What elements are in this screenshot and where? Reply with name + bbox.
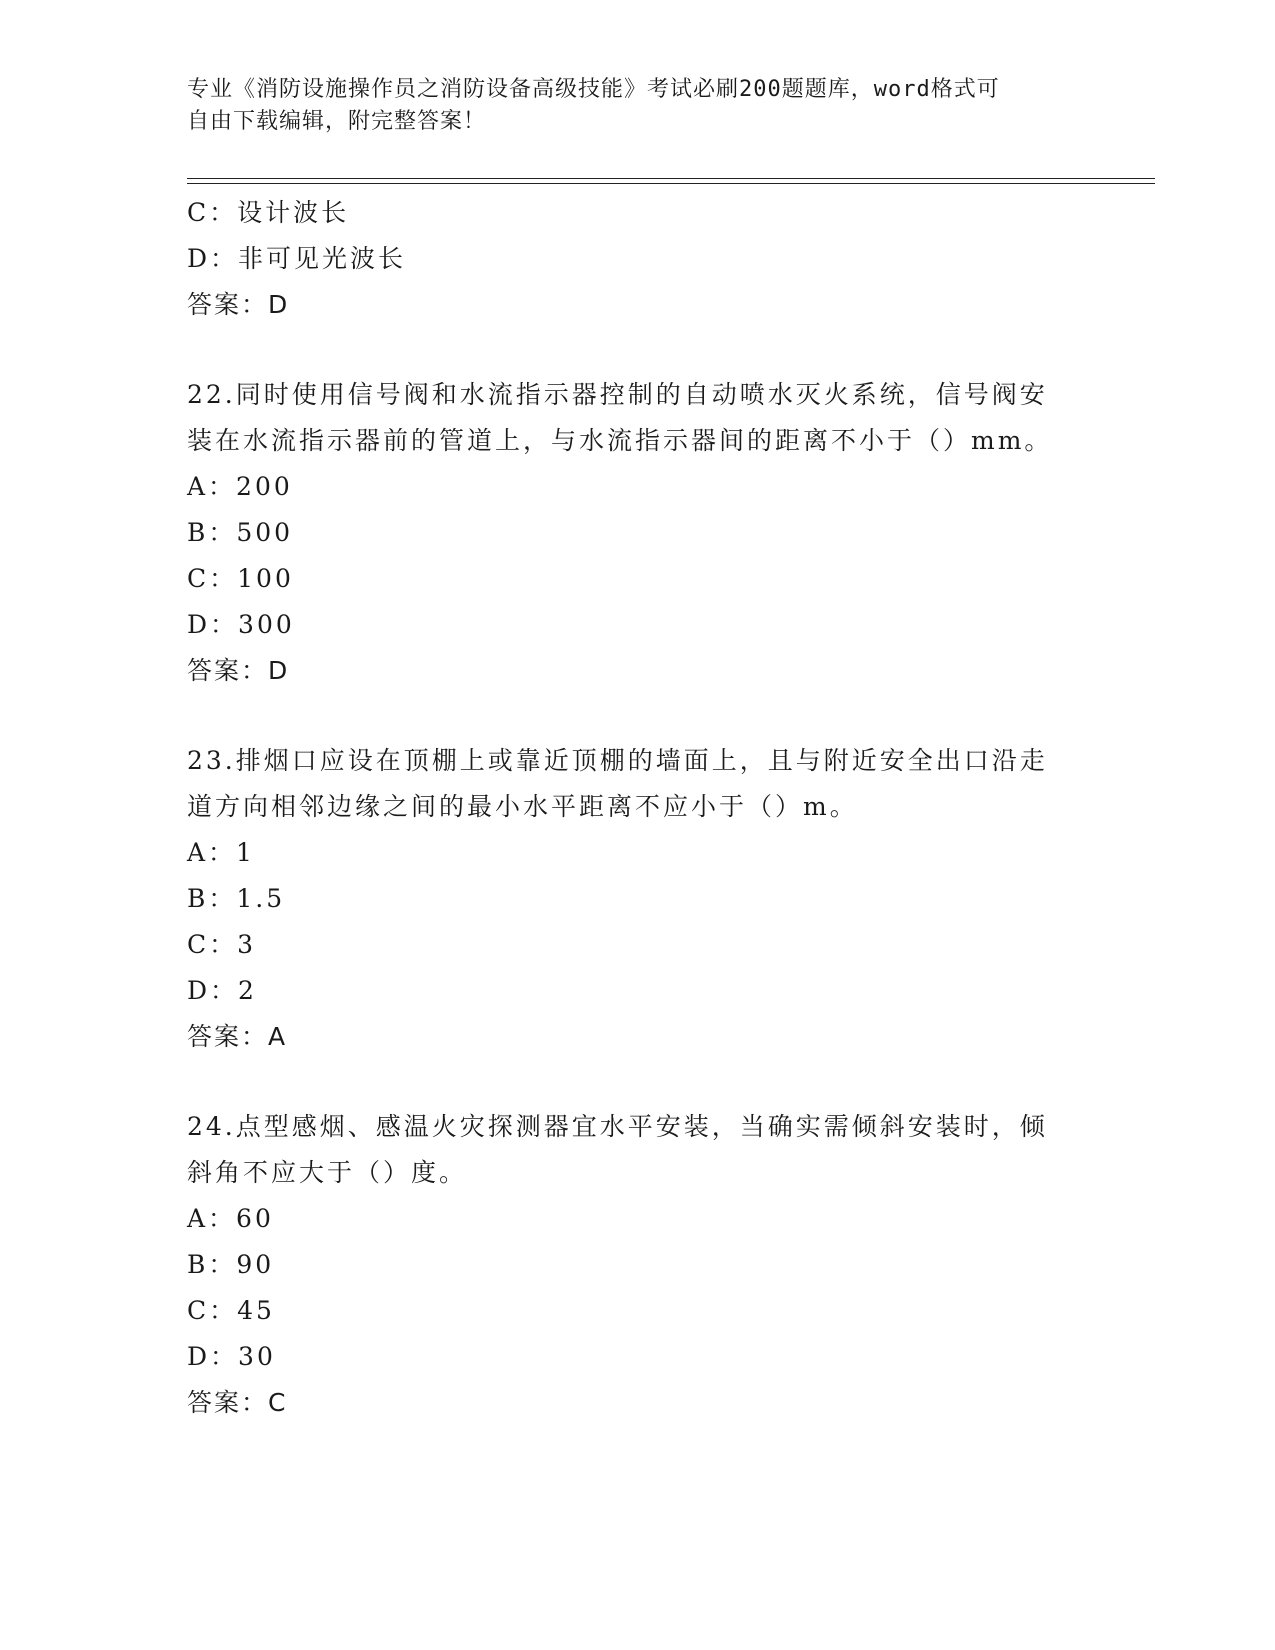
question-text-line-2: 道方向相邻边缘之间的最小水平距离不应小于（）m。	[187, 792, 858, 821]
question-text	[187, 1104, 1077, 1196]
question-text-line-2: 斜角不应大于（）度。	[187, 1158, 468, 1187]
question-text-line-2: 装在水流指示器前的管道上，与水流指示器间的距离不小于（）mm。	[187, 426, 1053, 455]
option-c: C：45	[187, 1296, 275, 1325]
option-d: D：30	[187, 1342, 276, 1371]
header-divider-top	[187, 178, 1155, 179]
answer-line: 答案：D	[187, 290, 290, 319]
option-a: A：60	[187, 1204, 274, 1233]
question-text-line-1: 22.同时使用信号阀和水流指示器控制的自动喷水灭火系统，信号阀安	[187, 380, 1048, 409]
option-b: B：90	[187, 1250, 275, 1279]
option-c: C：100	[187, 564, 294, 593]
option-a: A：1	[187, 838, 255, 867]
option-d: D：300	[187, 610, 295, 639]
question-content	[187, 190, 1087, 1426]
question-23	[187, 738, 1087, 1060]
answer-line: 答案：A	[187, 1022, 288, 1051]
option-b: B：500	[187, 518, 294, 547]
answer-line: 答案：D	[187, 656, 290, 685]
question-text-line-1: 24.点型感烟、感温火灾探测器宜水平安装，当确实需倾斜安装时，倾	[187, 1112, 1048, 1141]
option-d: D：2	[187, 976, 257, 1005]
option-c: C：3	[187, 930, 257, 959]
option-d: D：非可见光波长	[187, 244, 407, 273]
header-line-2: 自由下载编辑，附完整答案！	[187, 109, 487, 134]
header-line-1: 专业《消防设施操作员之消防设备高级技能》考试必刷200题题库，word格式可	[187, 77, 1000, 102]
prev-question-tail	[187, 190, 1087, 328]
option-c: C：设计波长	[187, 198, 350, 227]
question-text	[187, 738, 1077, 830]
question-text	[187, 372, 1077, 464]
question-24	[187, 1104, 1087, 1426]
option-b: B：1.5	[187, 884, 286, 913]
header-divider-bottom	[187, 183, 1155, 184]
question-text-line-1: 23.排烟口应设在顶棚上或靠近顶棚的墙面上，且与附近安全出口沿走	[187, 746, 1048, 775]
option-a: A：200	[187, 472, 293, 501]
answer-line: 答案：C	[187, 1388, 288, 1417]
document-header	[187, 74, 1067, 138]
question-22	[187, 372, 1087, 694]
